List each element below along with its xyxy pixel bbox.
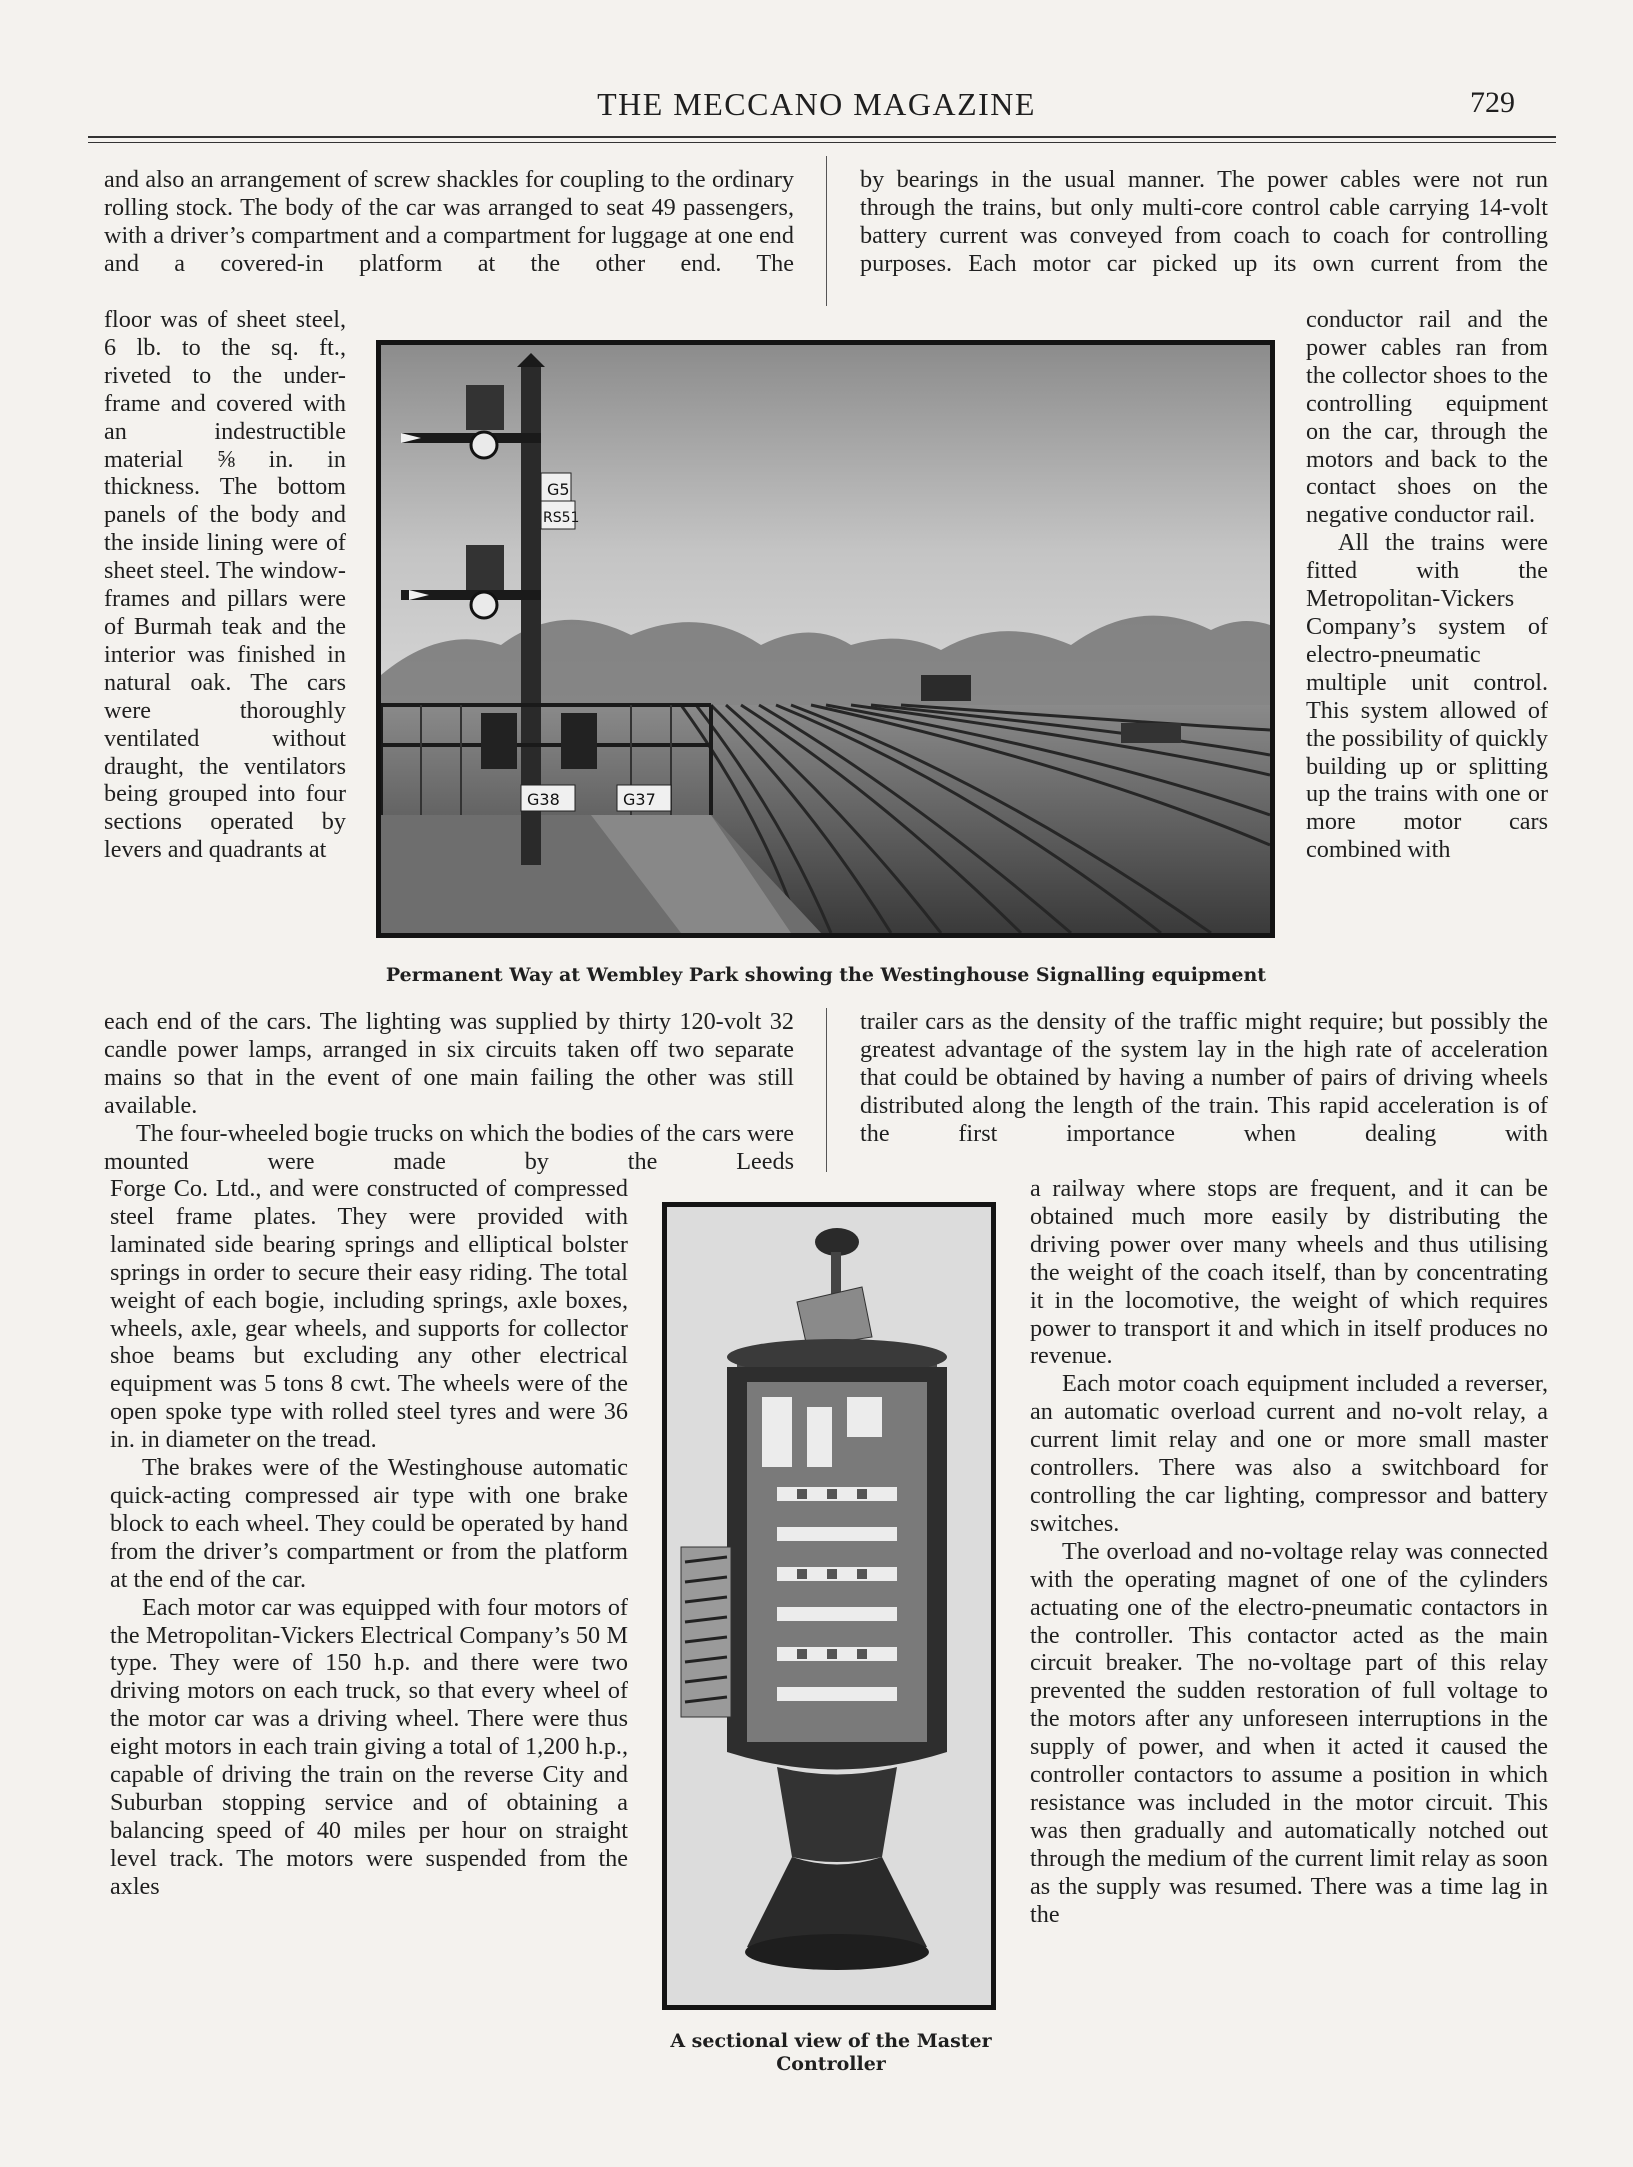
text-middle-left: each end of the cars. The lighting was supplied by thirty 120-volt 32 candle power lamps, arranged in six circuits taken off two separate mains so that in the event of one main failing the other was still available. The four-wheeled bogie trucks on which the bodies of the cars were mounted were made by the Leeds — [104, 1008, 794, 1175]
text-middle-right: trailer cars as the density of the traffic might require; but possibly the greatest advantage of the system lay in the high rate of acceleration that could be obtained by having a number of pairs of driving wheels distributed along the length of the train. This rapid acceleration is of the first importance when dealing with — [860, 1008, 1548, 1147]
text-narrow-left: floor was of sheet steel, 6 lb. to the sq. ft., riveted to the under-frame and covered with an indestructible material ⅝ in. in thickness. The bottom panels of the body and the inside lining were of sheet steel. The window-frames and pillars were of Burmah teak and the interior was finished in natural oak. The cars were thoroughly ventilated without draught, the ventilators being grouped into four sections operated by levers and quadrants at — [104, 306, 346, 864]
signal-label-g38: G38 — [527, 790, 560, 809]
magazine-title: THE MECCANO MAGAZINE — [597, 86, 1036, 122]
signal-label-g37: G37 — [623, 790, 656, 809]
signal-label-g5: G5 — [547, 480, 570, 499]
column-divider-middle — [826, 1008, 827, 1172]
page-number: 729 — [1470, 86, 1515, 119]
master-controller-photo — [662, 1202, 996, 2010]
column-divider-top — [826, 156, 827, 306]
wembley-park-signals-illustration — [381, 345, 1270, 933]
text-bottom-left: Forge Co. Ltd., and were constructed of compressed steel frame plates. They were provided with laminated side bearing springs and elliptical bolster springs in order to secure their easy riding. The total weight of each bogie, including springs, axle boxes, wheels, axle, gear wheels, and supports for collector shoe beams but excluding any other electrical equipment was 5 tons 8 cwt. The wheels were of the open spoke type with rolled steel tyres and were 36 in. in diameter on the tread. The brakes were of the Westinghouse automatic quick-acting compressed air type with one brake block to each wheel. They could be operated by hand from the driver’s compartment or from the platform at the end of the car. Each motor car was equipped with four motors of the Metropolitan-Vickers Electrical Company’s 50 M type. They were of 150 h.p. and there were two driving motors on each truck, so that every wheel of the motor car was a driving wheel. There were thus eight motors in each train giving a total of 1,200 h.p., capable of driving the train on the reverse City and Suburban stopping service and of obtaining a balancing speed of 40 miles per hour on straight level track. The motors were suspended from the axles — [110, 1175, 628, 1900]
signal-label-rs51: RS51 — [543, 510, 580, 526]
signalling-photo-caption: Permanent Way at Wembley Park showing the Westinghouse Signalling equipment — [385, 964, 1267, 986]
text-top-right: by bearings in the usual manner. The power cables were not run through the trains, but only multi-core control cable carrying 14-volt battery current was conveyed from coach to coach for controlling purposes. Each motor car picked up its own current from the — [860, 166, 1548, 277]
master-controller-illustration — [667, 1207, 991, 2005]
header-rule-thin — [88, 142, 1556, 143]
text-narrow-right: conductor rail and the power cables ran from the collector shoes to the controlling equipment on the car, through the motors and back to the contact shoes on the negative conductor rail. All the trains were fitted with the Metropolitan-Vickers Company’s system of electro-pneumatic multiple unit control. This system allowed of the possibility of quickly building up or splitting up the trains with one or more motor cars combined with — [1306, 306, 1548, 864]
signalling-photo — [376, 340, 1275, 938]
header-rule — [88, 136, 1556, 138]
text-top-left: and also an arrangement of screw shackles for coupling to the ordinary rolling stock. The body of the car was arranged to seat 49 passengers, with a driver’s compartment and a compartment for luggage at one end and a covered-in platform at the other end. The — [104, 166, 794, 277]
text-bottom-right: a railway where stops are frequent, and it can be obtained much more easily by distributing the driving power over many wheels and thus utilising the weight of the coach itself, than by concentrating it in the locomotive, the weight of which requires power to transport it and which in itself produces no revenue. Each motor coach equipment included a reverser, an automatic overload current and no-volt relay, a current limit relay and one or more small master controllers. There was also a switchboard for controlling the car lighting, compressor and battery switches. The overload and no-voltage relay was connected with the operating magnet of one of the cylinders actuating one of the electro-pneumatic contactors in the controller. This contactor acted as the main circuit breaker. The no-voltage part of this relay prevented the sudden restoration of full voltage to the motors after any unforeseen interruptions in the supply of power, and when it acted it caused the controller contactors to assume a position in which resistance was included in the motor circuit. This was then gradually and automatically notched out through the medium of the current limit relay as soon as the supply was resumed. There was a time lag in the — [1030, 1175, 1548, 1928]
master-controller-caption: A sectional view of the Master Controller — [670, 2030, 992, 2075]
